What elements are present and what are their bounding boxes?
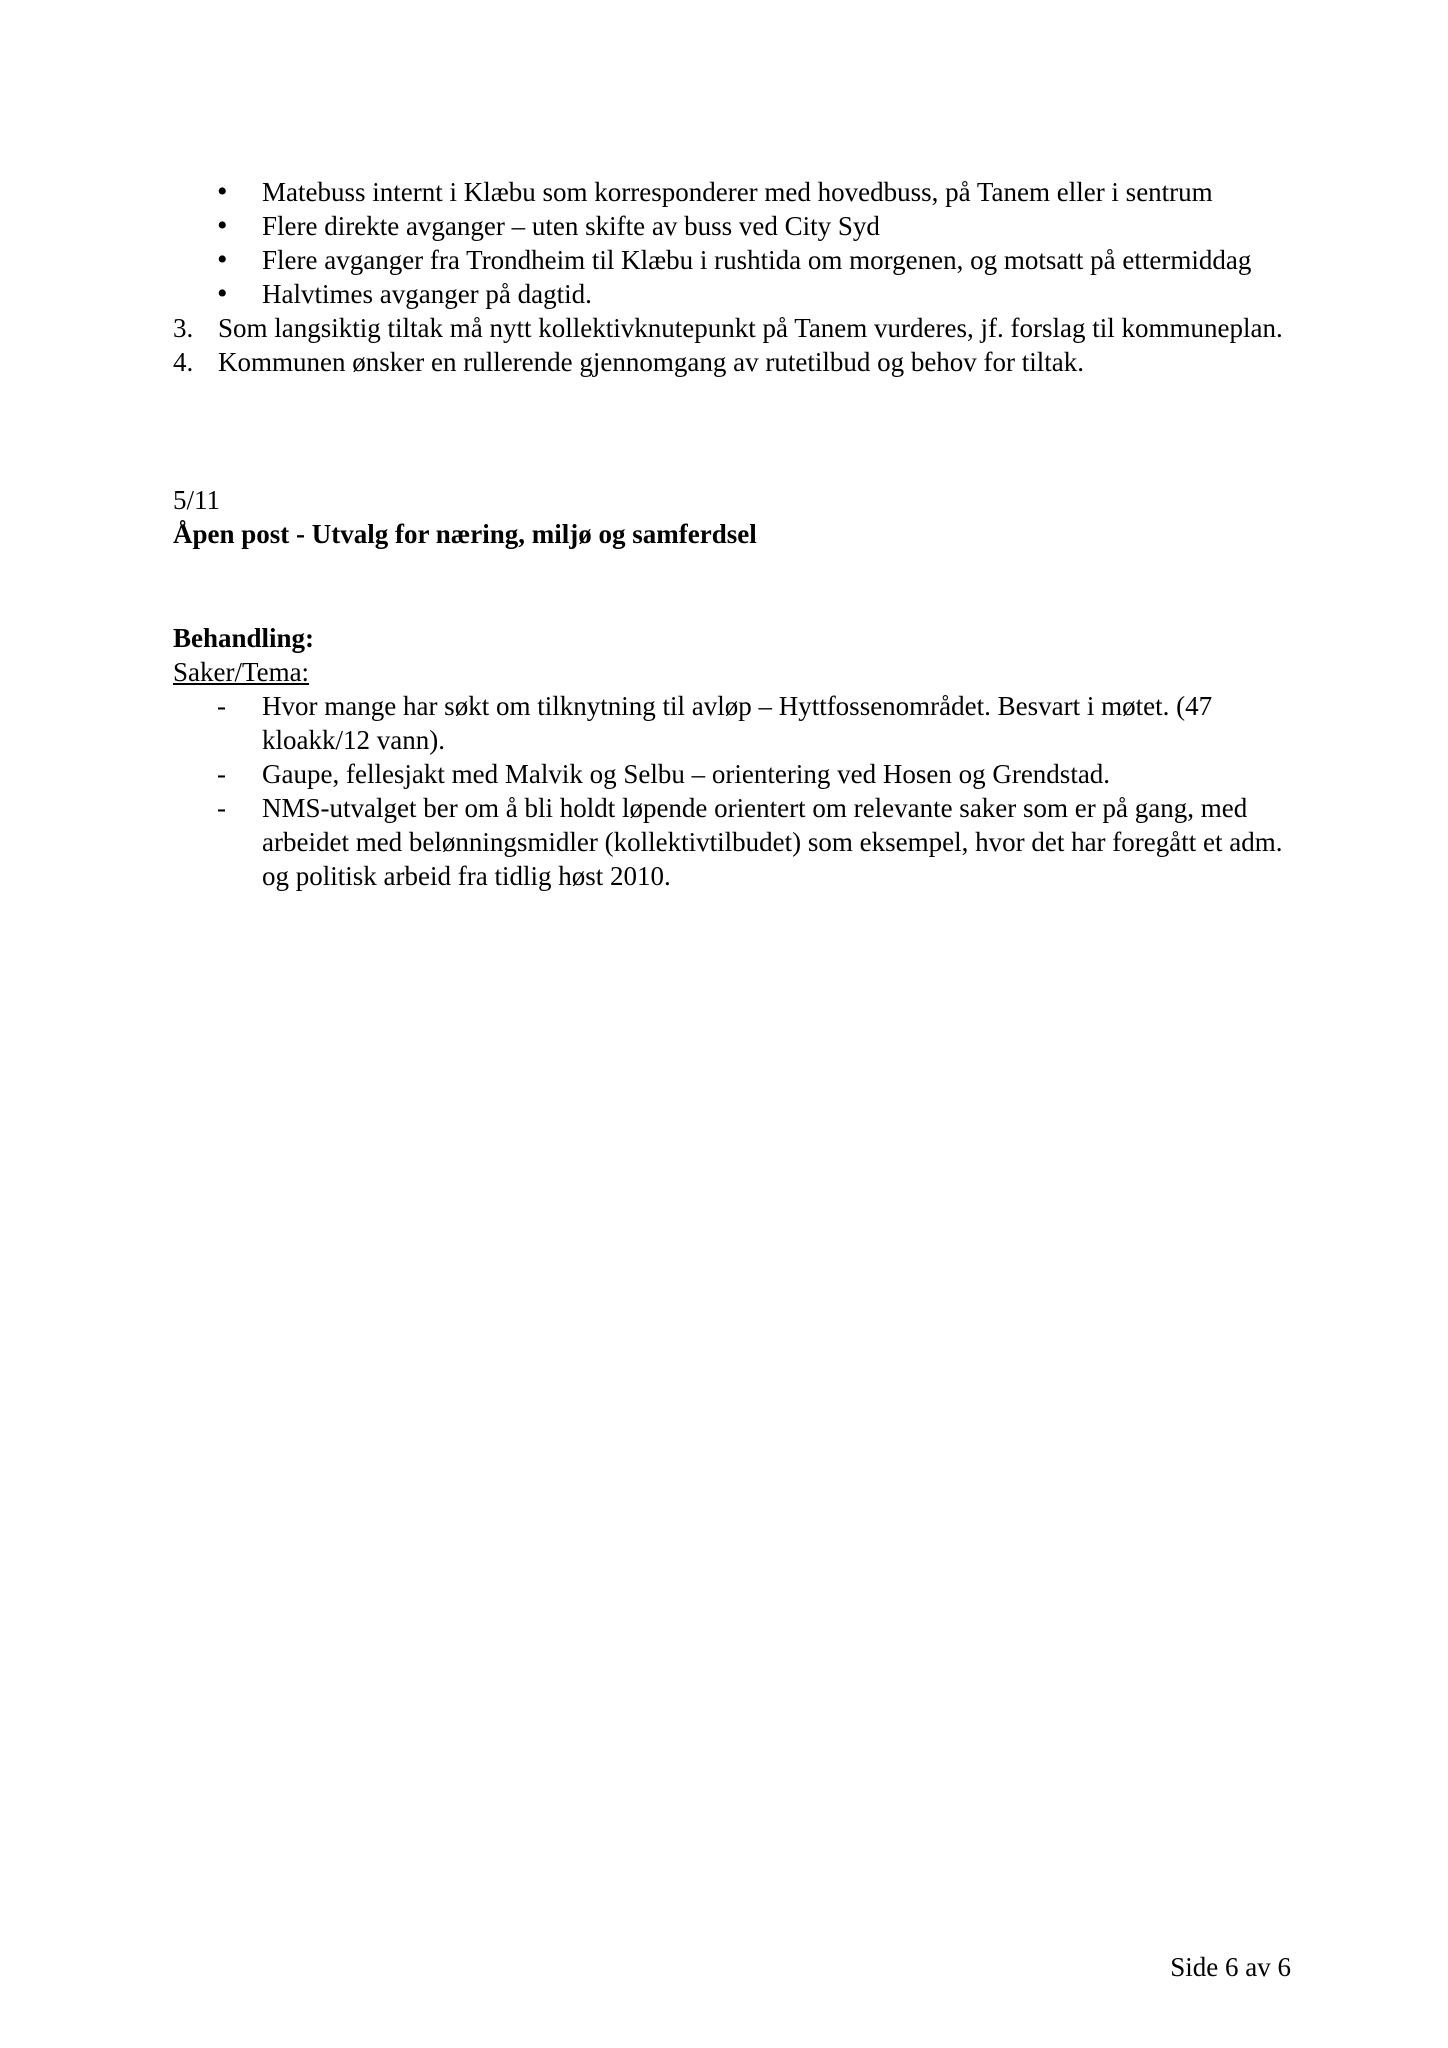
behandling-heading: Behandling: (173, 623, 315, 653)
bullet-item-text: Matebuss internt i Klæbu som korresponderer med hovedbuss, på Tanem eller i sentrum (262, 177, 1213, 207)
dash-list (173, 689, 1293, 893)
dash-item (173, 791, 1293, 893)
document-body (173, 175, 1293, 893)
bullet-item-text: Flere avganger fra Trondheim til Klæbu i rushtida om morgenen, og motsatt på ettermiddag (262, 245, 1252, 275)
case-title: Åpen post - Utvalg for næring, miljø og samferdsel (173, 519, 757, 549)
bullet-list (173, 175, 1293, 311)
dash-item-text: Hvor mange har søkt om tilknytning til avløp – Hyttfossenområdet. Besvart i møtet. (47 kloakk/12 vann). (262, 691, 1213, 755)
dash-item (173, 757, 1293, 791)
dash-item (173, 689, 1293, 757)
dash-marker: - (217, 759, 226, 789)
case-number: 5/11 (173, 485, 220, 515)
bullet-item (173, 277, 1293, 311)
numbered-item (173, 345, 1293, 379)
saker-tema-subheading: Saker/Tema: (173, 657, 310, 687)
bullet-item (173, 243, 1293, 277)
numbered-item-text: Kommunen ønsker en rullerende gjennomgang av rutetilbud og behov for tiltak. (218, 347, 1085, 377)
dash-item-text: NMS-utvalget ber om å bli holdt løpende orientert om relevante saker som er på gang, med arbeidet med belønningsmidler (kollektivtilbudet) som eksempel, hvor det har foregått et adm. og politisk arbeid fra tidlig høst 2010. (262, 793, 1283, 891)
page-number-footer: Side 6 av 6 (1170, 1952, 1291, 1982)
bullet-item (173, 175, 1293, 209)
numbered-item-number: 4. (173, 347, 194, 377)
dash-item-text: Gaupe, fellesjakt med Malvik og Selbu – orientering ved Hosen og Grendstad. (262, 759, 1111, 789)
bullet-item-text: Flere direkte avganger – uten skifte av buss ved City Syd (262, 211, 880, 241)
numbered-item-number: 3. (173, 313, 194, 343)
numbered-list (173, 311, 1293, 379)
bullet-item-text: Halvtimes avganger på dagtid. (262, 279, 592, 309)
dash-marker: - (217, 691, 226, 721)
dash-marker: - (217, 793, 226, 823)
numbered-item (173, 311, 1293, 345)
bullet-item (173, 209, 1293, 243)
numbered-item-text: Som langsiktig tiltak må nytt kollektivknutepunkt på Tanem vurderes, jf. forslag til kommuneplan. (218, 313, 1283, 343)
